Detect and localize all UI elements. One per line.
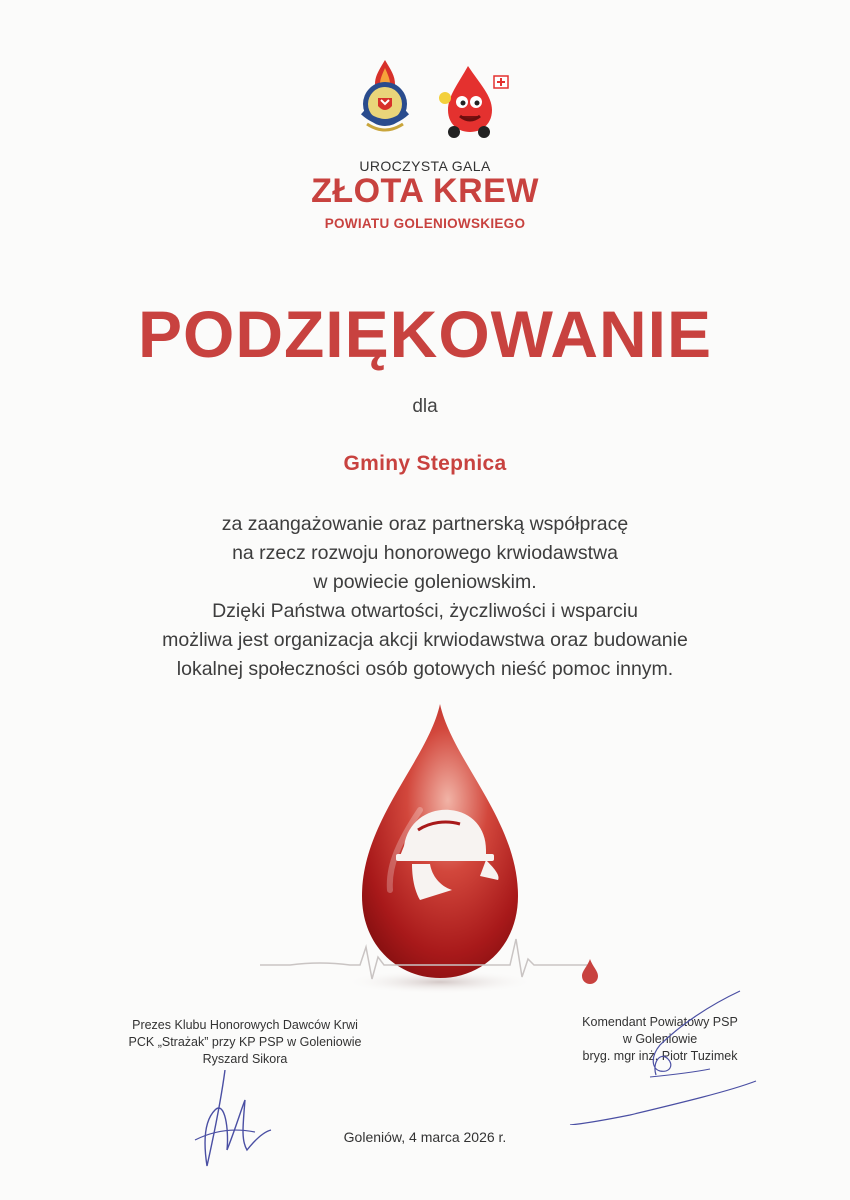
body-line: w powiecie goleniowskim.: [313, 571, 537, 593]
blood-drop-mascot-icon: [439, 66, 508, 138]
body-line: możliwa jest organizacja akcji krwiodawstwa oraz budowanie: [162, 629, 688, 651]
signatory-left-name: Ryszard Sikora: [202, 1052, 288, 1066]
recipient-name: Gminy Stepnica: [343, 452, 507, 475]
certificate-title: PODZIĘKOWANIE: [137, 297, 713, 371]
small-blood-drop-icon: [582, 959, 598, 984]
signatory-right-name: bryg. mgr inż. Piotr Tuzimek: [582, 1049, 738, 1063]
signatory-left-role: Prezes Klubu Honorowych Dawców Krwi: [132, 1018, 358, 1032]
body-line: lokalnej społeczności osób gotowych nieść pomoc innym.: [176, 658, 674, 680]
event-subtitle: POWIATU GOLENIOWSKIEGO: [324, 216, 526, 231]
body-line: na rzecz rozwoju honorowego krwiodawstwa: [232, 542, 618, 564]
event-title: ZŁOTA KREW: [311, 172, 539, 210]
signatory-left: [95, 1017, 395, 1068]
for-word: dla: [412, 396, 438, 417]
signatory-right-org: w Goleniowie: [622, 1032, 698, 1046]
fire-service-emblem-icon: [363, 60, 407, 130]
signature-right: [560, 985, 760, 1125]
signature-left: [185, 1070, 275, 1170]
heartbeat-line: [260, 925, 610, 985]
signatory-right-role: Komendant Powiatowy PSP: [582, 1015, 738, 1029]
body-line: Dzięki Państwa otwartości, życzliwości i wsparciu: [212, 600, 638, 622]
logos: [345, 58, 520, 138]
event-pre-title: UROCZYSTA GALA: [359, 158, 491, 174]
body-line: za zaangażowanie oraz partnerską współpracę: [221, 513, 629, 535]
certificate-body: [0, 510, 850, 684]
place-date: Goleniów, 4 marca 2026 r.: [343, 1129, 507, 1145]
signatory-left-org: PCK „Strażak” przy KP PSP w Goleniowie: [128, 1035, 362, 1049]
